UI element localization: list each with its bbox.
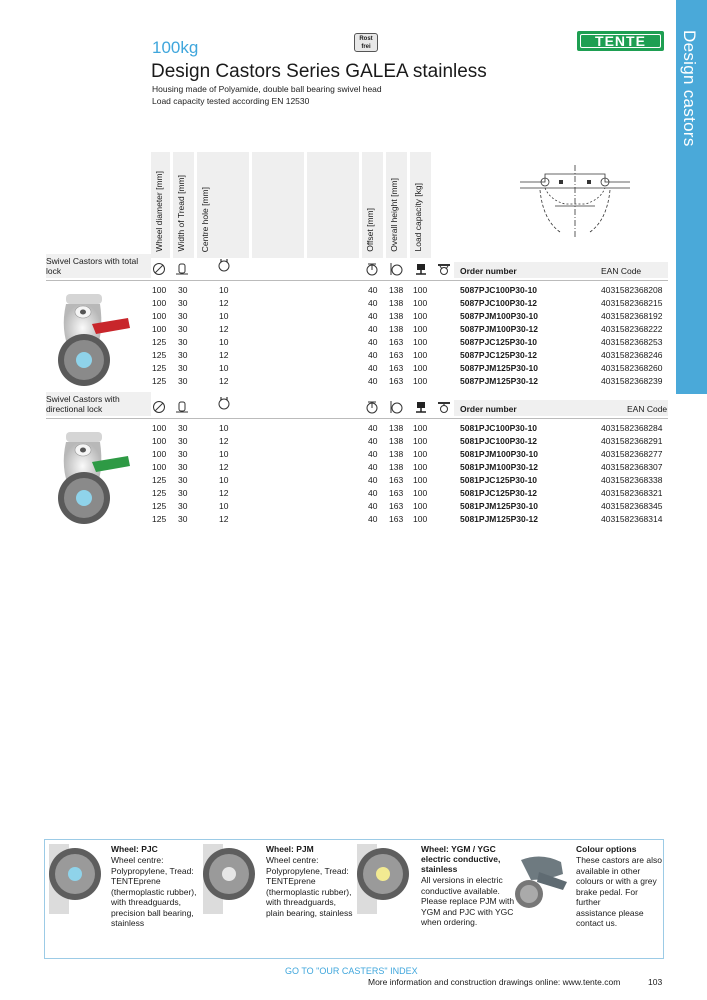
col-header-overall-height: Overall height [mm]	[386, 152, 407, 258]
our-casters-index-link[interactable]: GO TO "OUR CASTERS" INDEX	[285, 966, 418, 976]
tread-width-icon	[175, 262, 189, 276]
tente-logo: TENTE	[577, 31, 664, 51]
table-row[interactable]: 125 30 10 40 163 100 5087PJC125P30-10 4031582368253	[152, 337, 663, 347]
col-header-offset: Offset [mm]	[362, 152, 383, 258]
section1-divider	[46, 280, 668, 281]
wheel-diameter-icon	[152, 400, 166, 414]
rust-badge-line1: Rost	[359, 36, 373, 42]
wheel-info-box	[44, 839, 664, 959]
table-row[interactable]: 100 30 12 40 138 100 5087PJM100P30-12 4031582368222	[152, 324, 663, 334]
section2-divider	[46, 418, 668, 419]
col-header-empty-1	[252, 152, 304, 258]
rust-badge-line2: frei	[361, 44, 371, 50]
colour-options-image	[511, 850, 569, 920]
overall-height-icon	[390, 262, 404, 276]
wheel-ygm-title: Wheel: YGM / YGC	[421, 844, 496, 854]
overall-height-icon	[390, 400, 404, 414]
load-class-title: 100kg	[152, 38, 199, 57]
table-row[interactable]: 100 30 10 40 138 100 5081PJM100P30-10 4031582368277	[152, 449, 663, 459]
section1-title: Swivel Castors with total lock	[46, 256, 139, 276]
rust-free-badge	[354, 33, 378, 52]
centre-hole-icon	[217, 396, 231, 414]
table-row[interactable]: 100 30 10 40 138 100 5087PJC100P30-10 4031582368208	[152, 285, 663, 295]
table-row[interactable]: 125 30 12 40 163 100 5087PJC125P30-12 4031582368246	[152, 350, 663, 360]
wheel-pjc-title: Wheel: PJC	[111, 844, 158, 854]
wheel-pjm-image	[203, 844, 261, 914]
section1-order-header: Order number	[460, 266, 517, 276]
wheel-pjc-info: Wheel: PJC Wheel centre: Polypropylene, Tread: TENTEprene (thermoplastic rubber), with threadguards, precision ball bearing, stainless	[111, 844, 261, 929]
total-lock-icon	[437, 262, 451, 276]
table-row[interactable]: 125 30 12 40 163 100 5081PJC125P30-12 4031582368321	[152, 488, 663, 498]
colour-options-info: Colour options These castors are also available in other colours or with a grey brake pedal. For further assistance please contact us.	[576, 844, 664, 929]
directional-lock-icon	[437, 400, 451, 414]
page-number: 103	[648, 977, 663, 987]
wheel-pjm-info: Wheel: PJM Wheel centre: Polypropylene, Tread: TENTEprene (thermoplastic rubber), with threadguards, plain bearing, stainless	[266, 844, 416, 918]
section2-title: Swivel Castors with directional lock	[46, 394, 120, 414]
section1-ean-header: EAN Code	[601, 266, 642, 276]
subtitle-housing: Housing made of Polyamide, double ball bearing swivel head	[152, 84, 382, 94]
wheel-pjm-title: Wheel: PJM	[266, 844, 314, 854]
wheel-diameter-icon	[152, 262, 166, 276]
side-tab-label: Design castors	[680, 30, 699, 147]
col-header-wheel-diameter: Wheel diameter [mm]	[151, 152, 170, 258]
page-title: Design Castors Series GALEA stainless	[151, 61, 487, 82]
tread-width-icon	[175, 400, 189, 414]
col-header-empty-2	[307, 152, 359, 258]
section2-ean-header: EAN Code	[627, 404, 668, 414]
table-row[interactable]: 125 30 10 40 163 100 5081PJM125P30-10 4031582368345	[152, 501, 663, 511]
wheel-ygm-image	[357, 844, 415, 914]
load-capacity-icon	[414, 400, 428, 414]
table-row[interactable]: 100 30 10 40 138 100 5087PJM100P30-10 4031582368192	[152, 311, 663, 321]
table-row[interactable]: 125 30 12 40 163 100 5081PJM125P30-12 4031582368314	[152, 514, 663, 524]
table-row[interactable]: 100 30 12 40 138 100 5087PJC100P30-12 4031582368215	[152, 298, 663, 308]
section2-order-header: Order number	[460, 404, 517, 414]
table-row[interactable]: 100 30 10 40 138 100 5081PJC100P30-10 4031582368284	[152, 423, 663, 433]
wheel-ygm-info: Wheel: YGM / YGC electric conductive, stainless All versions in electric conductive available. Please replace PJM with YGM and PJC with YGC when ordering.	[421, 844, 571, 928]
table-row[interactable]: 125 30 12 40 163 100 5087PJM125P30-12 4031582368239	[152, 376, 663, 386]
table-row[interactable]: 125 30 10 40 163 100 5087PJM125P30-10 4031582368260	[152, 363, 663, 373]
table-row[interactable]: 100 30 12 40 138 100 5081PJC100P30-12 4031582368291	[152, 436, 663, 446]
footer-info: More information and construction drawings online: www.tente.com	[368, 977, 621, 987]
colour-options-title: Colour options	[576, 844, 637, 854]
table-row[interactable]: 100 30 12 40 138 100 5081PJM100P30-12 4031582368307	[152, 462, 663, 472]
wheel-pjc-image	[49, 844, 107, 914]
offset-icon	[365, 262, 379, 276]
col-header-tread-width: Width of Tread [mm]	[173, 152, 194, 258]
technical-drawing	[515, 160, 635, 240]
offset-icon	[365, 400, 379, 414]
centre-hole-icon	[217, 258, 231, 276]
col-header-centre-hole: Centre hole [mm]	[197, 152, 249, 258]
table-row[interactable]: 125 30 10 40 163 100 5081PJC125P30-10 4031582368338	[152, 475, 663, 485]
subtitle-load: Load capacity tested according EN 12530	[152, 96, 310, 106]
load-capacity-icon	[414, 262, 428, 276]
col-header-load-capacity: Load capacity [kg]	[410, 152, 431, 258]
